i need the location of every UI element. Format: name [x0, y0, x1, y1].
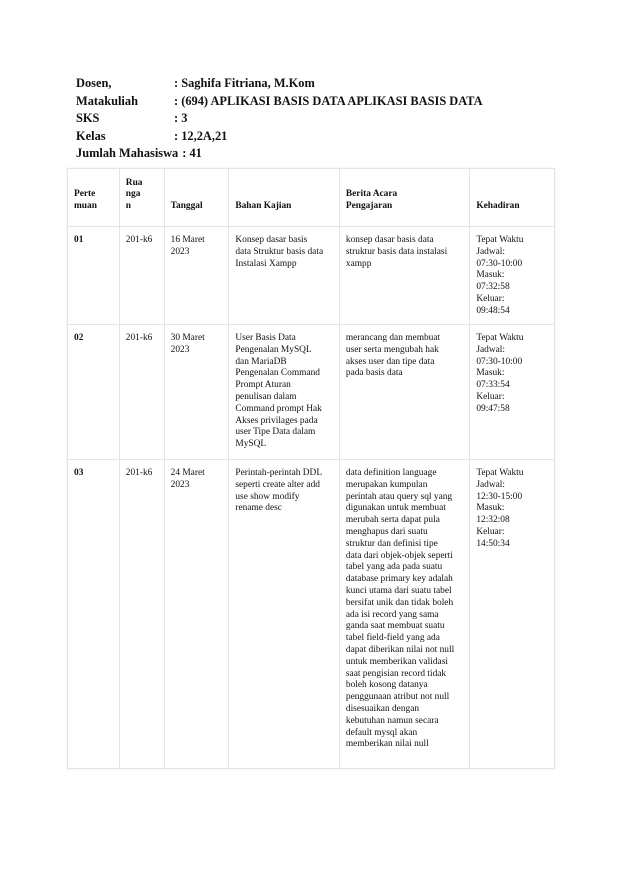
table-row — [68, 227, 554, 325]
cell-tanggal: 24 Maret 2023 — [165, 460, 230, 768]
header-label: Dosen, — [76, 76, 112, 90]
table-header-row — [68, 169, 554, 227]
cell-kehadiran: Tepat Waktu Jadwal: 12:30-15:00 Masuk: 12:32:08 Keluar: 14:50:34 — [476, 468, 524, 549]
header-row-dosen — [76, 75, 483, 93]
header-value: : 3 — [174, 111, 188, 126]
table-row — [68, 460, 554, 768]
header-value: : (694) APLIKASI BASIS DATA APLIKASI BASIS DATA — [174, 93, 483, 108]
cell-tanggal: 16 Maret 2023 — [165, 227, 230, 324]
cell-pertemuan: 02 — [68, 325, 120, 459]
header-label: Matakuliah — [76, 93, 138, 108]
cell-bahan-kajian: User Basis Data Pengenalan MySQL dan MariaDB Pengenalan Command Prompt Aturan penulisan dalam Command prompt Hak Akses privilages pada user Tipe Data dalam MySQL — [229, 325, 340, 459]
cell-pertemuan: 01 — [68, 227, 120, 324]
header-value: : 41 — [182, 146, 202, 161]
header-label: Kelas — [76, 128, 106, 143]
cell-kehadiran: Tepat Waktu Jadwal: 07:30-10:00 Masuk: 07:33:54 Keluar: 09:47:58 — [476, 333, 524, 414]
column-header-kehadiran: Kehadiran — [476, 201, 520, 212]
header-row-sks — [76, 110, 483, 128]
cell-berita-acara: data definition language merupakan kumpulan perintah atau query sql yang digunakan untuk membuat merubah serta dapat pula menghapus dari suatu struktur dan definisi tipe data dari objek-objek seperti tabel yang ada pada suatu database primary key adalah kunci utama dari suatu tabel bersifat unik dan tidak boleh ada isi record yang sama ganda saat membuat suatu tabel field-field yang ada dapat diberikan nilai not null untuk memberikan validasi saat pengisian record tidak boleh kosong datanya penggunaan atribut not null disesuaikan dengan kebutuhan namun secara default mysql akan memberikan nilai null — [340, 460, 470, 768]
header-value: : Saghifa Fitriana, M.Kom — [174, 76, 315, 90]
cell-tanggal: 30 Maret 2023 — [165, 325, 230, 459]
cell-berita-acara: konsep dasar basis data struktur basis data instalasi xampp — [340, 227, 470, 324]
column-header-tanggal: Tanggal — [165, 169, 230, 226]
header-row-kelas — [76, 128, 483, 146]
column-header-pertemuan: Perte muan — [68, 169, 120, 226]
header-row-jumlah-mahasiswa — [76, 145, 483, 163]
cell-pertemuan: 03 — [68, 460, 120, 768]
course-header — [76, 75, 483, 163]
header-label: Jumlah Mahasiswa — [76, 146, 179, 161]
cell-bahan-kajian: Perintah-perintah DDL seperti create alter add use show modify rename desc — [229, 460, 340, 768]
column-header-ruangan: Rua nga n — [120, 169, 165, 226]
column-header-bahan-kajian: Bahan Kajian — [229, 169, 340, 226]
header-value: : 12,2A,21 — [174, 128, 228, 143]
header-label: SKS — [76, 111, 100, 126]
cell-ruangan: 201-k6 — [120, 227, 165, 324]
cell-ruangan: 201-k6 — [120, 460, 165, 768]
attendance-table — [67, 168, 555, 769]
header-row-matakuliah — [76, 93, 483, 111]
cell-berita-acara: merancang dan membuat user serta mengubah hak akses user dan tipe data pada basis data — [340, 325, 470, 459]
table-row — [68, 325, 554, 460]
cell-bahan-kajian: Konsep dasar basis data Struktur basis data Instalasi Xampp — [229, 227, 340, 324]
cell-ruangan: 201-k6 — [120, 325, 165, 459]
cell-kehadiran: Tepat Waktu Jadwal: 07:30-10:00 Masuk: 07:32:58 Keluar: 09:48:54 — [476, 235, 524, 316]
column-header-berita-acara: Berita Acara Pengajaran — [340, 169, 470, 226]
